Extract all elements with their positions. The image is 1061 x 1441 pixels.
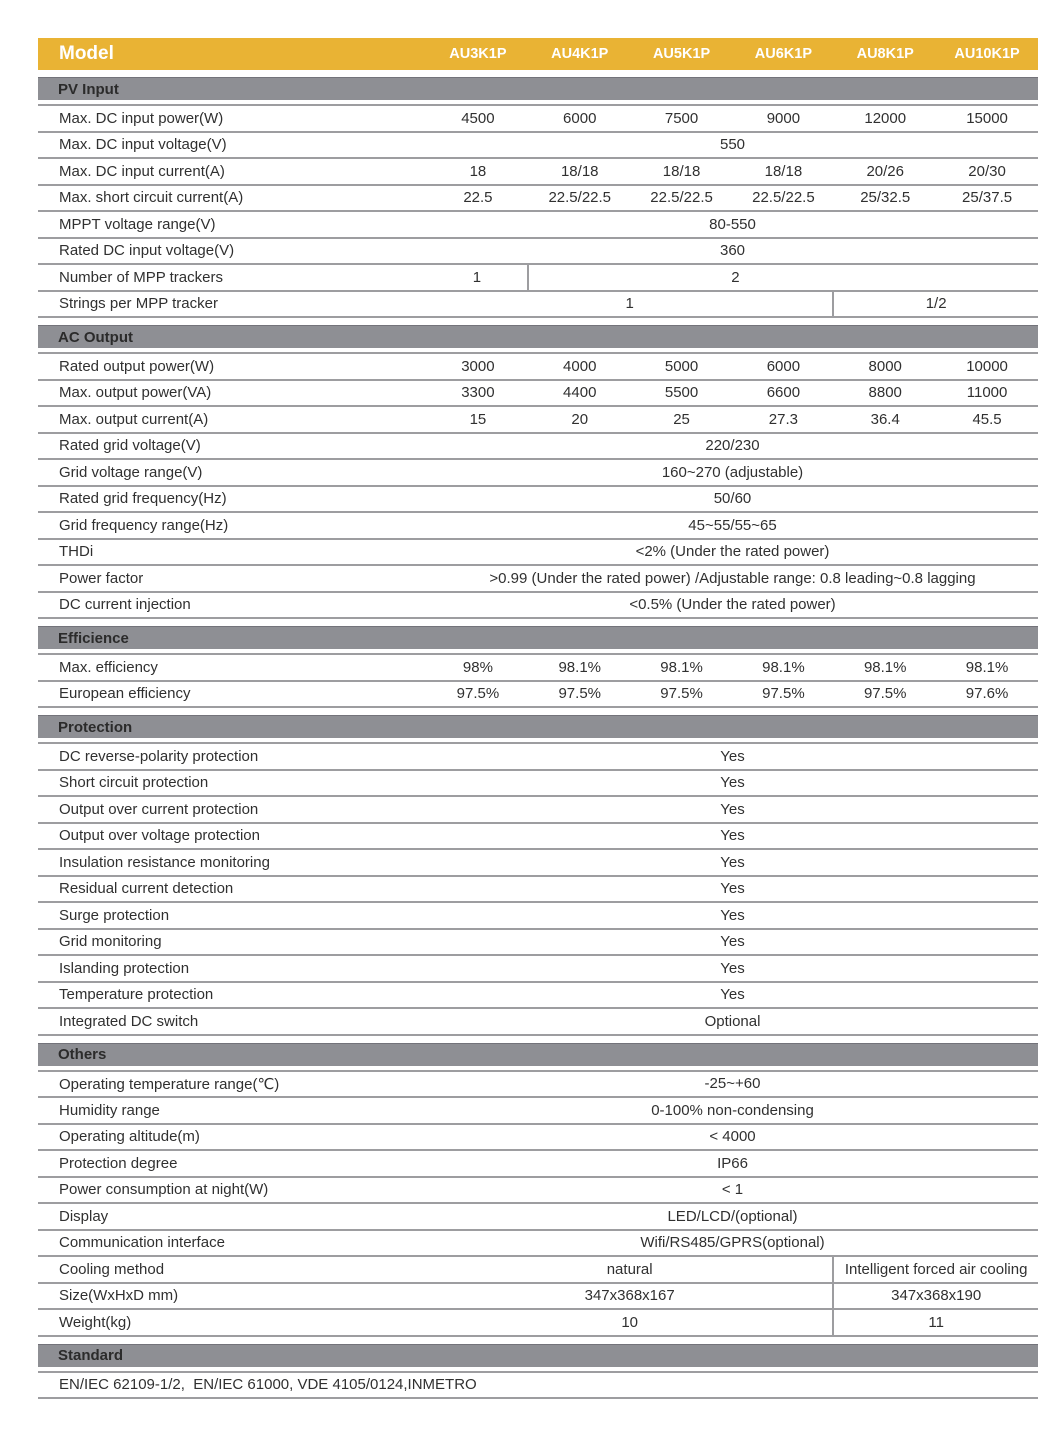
spec-row [38, 381, 1038, 408]
row-value: 11000 [966, 384, 1008, 402]
row-value: Yes [720, 827, 745, 845]
spec-row [38, 1151, 1038, 1178]
spec-row [38, 930, 1038, 957]
spec-row [38, 265, 1038, 292]
spec-row [38, 744, 1038, 771]
row-label: DC reverse-polarity protection [59, 747, 259, 765]
row-label: Operating temperature range(℃) [59, 1075, 280, 1093]
row-label: Strings per MPP tracker [59, 295, 218, 313]
row-value: 4500 [461, 109, 495, 127]
row-value: 4400 [563, 384, 597, 402]
model-column-au10k1p: AU10K1P [954, 46, 1020, 62]
spec-row [38, 186, 1038, 213]
row-value: 6000 [766, 357, 801, 375]
section-header-ac-output [38, 325, 1038, 348]
row-label: Islanding protection [59, 959, 190, 977]
row-label: Residual current detection [59, 880, 234, 898]
row-value: 36.4 [870, 410, 900, 428]
section-rows [38, 1070, 1038, 1337]
row-value: 25 [673, 410, 690, 428]
row-value: 22.5/22.5 [650, 189, 713, 207]
row-value: 97.5% [660, 685, 703, 703]
spec-row [38, 850, 1038, 877]
row-value: 3000 [461, 357, 495, 375]
row-value: 22.5 [463, 189, 493, 207]
row-value: 0-100% non-condensing [651, 1101, 814, 1119]
spec-row [38, 956, 1038, 983]
row-label: Rated grid voltage(V) [59, 437, 201, 455]
row-label: Max. output current(A) [59, 410, 209, 428]
row-value: 20/30 [968, 162, 1006, 180]
section-title: Protection [58, 718, 133, 736]
model-column-au4k1p: AU4K1P [551, 46, 609, 62]
row-value: natural [427, 1257, 834, 1282]
row-label: DC current injection [59, 596, 191, 614]
row-value: 18/18 [662, 162, 701, 180]
row-value: Yes [720, 959, 745, 977]
row-value: 97.6% [965, 685, 1009, 703]
row-value: 360 [719, 242, 746, 260]
spec-row [38, 1125, 1038, 1152]
row-value: 15 [469, 410, 487, 428]
row-value: 9000 [766, 109, 801, 127]
row-label: Max. DC input current(A) [59, 162, 225, 180]
spec-row [38, 540, 1038, 567]
row-label: Cooling method [59, 1260, 165, 1278]
section-rows [38, 352, 1038, 619]
row-value: 45~55/55~65 [688, 516, 777, 534]
row-value: 18 [469, 162, 487, 180]
spec-row [38, 354, 1038, 381]
row-value: Optional [704, 1012, 761, 1030]
row-label: European efficiency [59, 685, 191, 703]
row-value: 97.5% [863, 685, 907, 703]
row-value: Intelligent forced air cooling [844, 1260, 1028, 1278]
section-rows [38, 653, 1038, 708]
row-label: Communication interface [59, 1234, 225, 1252]
row-value: 25/37.5 [962, 189, 1013, 207]
row-value: 8000 [868, 357, 902, 375]
row-value: 98% [462, 658, 493, 676]
row-value: 1 [427, 265, 529, 290]
spec-row [38, 903, 1038, 930]
row-value: 6000 [563, 109, 597, 127]
row-value: 97.5% [558, 685, 602, 703]
row-value: 12000 [864, 109, 907, 127]
row-value: 10 [427, 1310, 834, 1335]
row-label: THDi [59, 543, 94, 561]
spec-row [38, 593, 1038, 620]
row-value: 1/2 [925, 295, 947, 313]
spec-row [38, 487, 1038, 514]
section-rows [38, 1371, 1038, 1400]
spec-row [38, 983, 1038, 1010]
spec-row [38, 797, 1038, 824]
spec-row [38, 682, 1038, 709]
row-label: Grid monitoring [59, 933, 162, 951]
row-value: LED/LCD/(optional) [667, 1207, 798, 1225]
row-value: 5500 [664, 384, 699, 402]
row-value: < 4000 [709, 1128, 756, 1146]
row-label: Operating altitude(m) [59, 1128, 200, 1146]
row-value: 220/230 [705, 437, 760, 455]
row-value: 98.1% [863, 658, 907, 676]
row-text: EN/IEC 62109-1/2, EN/IEC 61000, VDE 4105/0124,INMETRO [59, 1376, 477, 1394]
row-value: 5000 [664, 357, 699, 375]
spec-row [38, 239, 1038, 266]
row-value: Yes [720, 933, 745, 951]
spec-table [38, 38, 1038, 1399]
spec-row [38, 771, 1038, 798]
row-value: Yes [720, 774, 745, 792]
row-value: 98.1% [558, 658, 602, 676]
row-value: 11 [928, 1313, 944, 1331]
row-value: 27.3 [768, 410, 798, 428]
spec-row [38, 1231, 1038, 1258]
section-title: Standard [58, 1347, 124, 1364]
row-label: Output over current protection [59, 800, 259, 818]
spec-row [38, 877, 1038, 904]
spec-row [38, 1072, 1038, 1099]
row-label: Output over voltage protection [59, 827, 260, 845]
row-value: 7500 [664, 109, 699, 127]
row-value: 22.5/22.5 [752, 189, 815, 207]
row-value: Wifi/RS485/GPRS(optional) [640, 1234, 825, 1252]
model-column-au3k1p: AU3K1P [449, 46, 507, 62]
row-value: 20/26 [866, 162, 904, 180]
spec-row [38, 1257, 1038, 1284]
row-label: Power factor [59, 569, 144, 587]
model-column-au6k1p: AU6K1P [754, 46, 812, 62]
spec-row [38, 824, 1038, 851]
row-value: 98.1% [660, 658, 703, 676]
spec-row [38, 1310, 1038, 1337]
row-label: Temperature protection [59, 986, 214, 1004]
row-value: Yes [720, 800, 745, 818]
row-label: Max. output power(VA) [59, 384, 212, 402]
row-value: <0.5% (Under the rated power) [629, 596, 836, 614]
row-label: Rated output power(W) [59, 357, 215, 375]
row-label: Max. DC input voltage(V) [59, 136, 227, 154]
row-value: 15000 [966, 109, 1008, 127]
row-value: 347x368x190 [891, 1287, 982, 1305]
section-header-standard [38, 1344, 1038, 1367]
row-value: 45.5 [972, 410, 1002, 428]
spec-row [38, 212, 1038, 239]
row-value: 18/18 [764, 162, 803, 180]
row-value: 160~270 (adjustable) [661, 463, 804, 481]
spec-row [38, 513, 1038, 540]
row-label: Surge protection [59, 906, 170, 924]
row-value: 8800 [868, 384, 902, 402]
row-label: Humidity range [59, 1101, 160, 1119]
spec-row [38, 159, 1038, 186]
row-label: Max. DC input power(W) [59, 109, 224, 127]
row-value: 20 [571, 410, 589, 428]
section-rows [38, 742, 1038, 1036]
row-label: Size(WxHxD mm) [59, 1287, 179, 1305]
row-value: 6600 [766, 384, 801, 402]
row-value: Yes [720, 747, 745, 765]
row-value: 80-550 [709, 215, 756, 233]
spec-row [38, 1009, 1038, 1036]
spec-row [38, 434, 1038, 461]
spec-row [38, 1373, 1038, 1400]
row-label: Number of MPP trackers [59, 268, 223, 286]
row-value: Yes [720, 853, 745, 871]
row-label: Insulation resistance monitoring [59, 853, 270, 871]
table-sections [38, 77, 1038, 1399]
row-value: 25/32.5 [860, 189, 911, 207]
row-label: Weight(kg) [59, 1313, 132, 1331]
section-title: AC Output [58, 328, 133, 346]
row-value: 2 [731, 268, 740, 286]
spec-row [38, 407, 1038, 434]
row-value: 98.1% [965, 658, 1009, 676]
section-title: PV Input [58, 80, 119, 98]
row-label: Rated grid frequency(Hz) [59, 490, 227, 508]
row-label: Grid frequency range(Hz) [59, 516, 229, 534]
row-label: Max. short circuit current(A) [59, 189, 244, 207]
row-label: Max. efficiency [59, 658, 158, 676]
row-value: 550 [719, 136, 746, 154]
row-value: 50/60 [713, 490, 752, 508]
row-value: <2% (Under the rated power) [635, 543, 830, 561]
section-title: Efficience [58, 629, 129, 647]
model-header-label: Model [59, 43, 114, 64]
row-value: Yes [720, 906, 745, 924]
spec-row [38, 460, 1038, 487]
row-value: >0.99 (Under the rated power) /Adjustable range: 0.8 leading~0.8 lagging [489, 569, 976, 587]
spec-row [38, 655, 1038, 682]
model-column-au8k1p: AU8K1P [856, 46, 914, 62]
row-value: < 1 [721, 1181, 744, 1199]
row-value: IP66 [717, 1154, 748, 1172]
spec-row [38, 292, 1038, 319]
row-value: 3300 [461, 384, 495, 402]
row-value: 97.5% [762, 685, 805, 703]
row-label: Display [59, 1207, 109, 1225]
row-label: Power consumption at night(W) [59, 1181, 269, 1199]
section-header-protection [38, 715, 1038, 738]
row-label: Protection degree [59, 1154, 178, 1172]
row-value: 18/18 [560, 162, 599, 180]
row-label: Grid voltage range(V) [59, 463, 203, 481]
section-header-efficience [38, 626, 1038, 649]
row-value: 22.5/22.5 [548, 189, 612, 207]
section-header-pv-input [38, 77, 1038, 100]
row-value: 98.1% [762, 658, 805, 676]
spec-row [38, 1178, 1038, 1205]
spec-row [38, 1098, 1038, 1125]
row-label: Short circuit protection [59, 774, 209, 792]
row-label: Rated DC input voltage(V) [59, 242, 235, 260]
spec-row [38, 133, 1038, 160]
row-value: Yes [720, 986, 745, 1004]
spec-row [38, 1204, 1038, 1231]
table-header [38, 38, 1038, 70]
spec-row [38, 566, 1038, 593]
model-column-au5k1p: AU5K1P [652, 46, 711, 62]
section-rows [38, 104, 1038, 318]
spec-row [38, 106, 1038, 133]
section-header-others [38, 1043, 1038, 1066]
section-title: Others [58, 1046, 107, 1063]
row-label: MPPT voltage range(V) [59, 215, 216, 233]
spec-row [38, 1284, 1038, 1311]
row-label: Integrated DC switch [59, 1012, 199, 1030]
row-value: 347x368x167 [427, 1284, 834, 1309]
row-value: 4000 [563, 357, 597, 375]
row-value: 97.5% [456, 685, 500, 703]
row-value: 1 [427, 292, 834, 317]
row-value: Yes [720, 880, 745, 898]
row-value: 10000 [966, 357, 1008, 375]
row-value: -25~+60 [704, 1075, 761, 1093]
